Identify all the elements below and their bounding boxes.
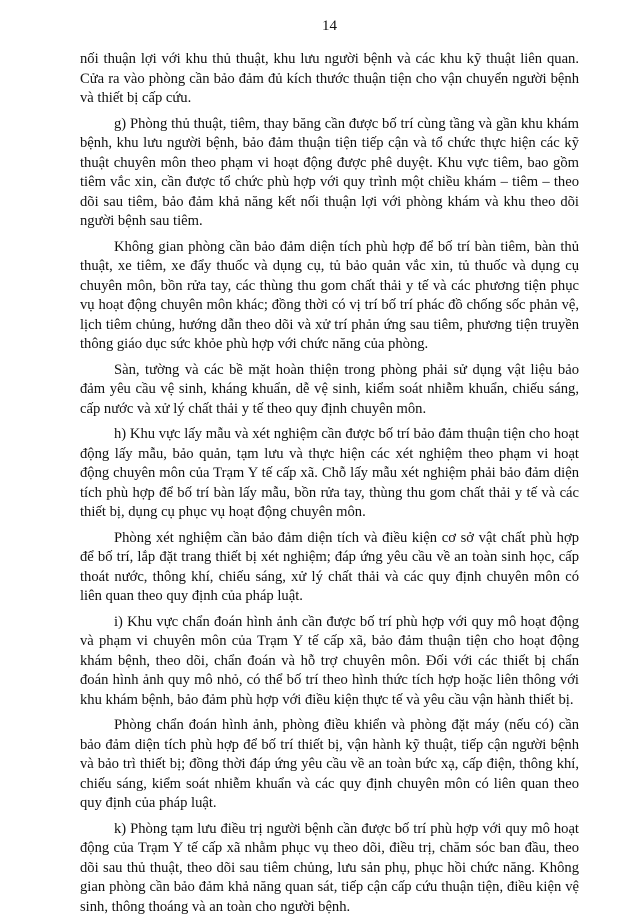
- paragraph-h-sampling-area: h) Khu vực lấy mẫu và xét nghiệm cần được bố trí bảo đảm thuận tiện cho hoạt động lấy mẫu, bảo quản, tạm lưu và thực hiện các xét nghiệm theo phạm vi hoạt động chuyên môn của Trạm Y tế cấp xã. Chỗ lấy mẫu xét nghiệm phải bảo đảm diện tích phù hợp để bố trí bàn lấy mẫu, bồn rửa tay, thùng thu gom chất thải y tế và các thiết bị, dụng cụ phục vụ hoạt động chuyên môn.: [80, 425, 579, 523]
- paragraph-imaging-rooms: Phòng chẩn đoán hình ảnh, phòng điều khiển và phòng đặt máy (nếu có) cần bảo đảm diện tích phù hợp để bố trí thiết bị, vận hành kỹ thuật, tiếp cận người bệnh và bảo trì thiết bị; đồng thời đáp ứng yêu cầu về an toàn bức xạ, cấp điện, thông khí, chiếu sáng, kiểm soát nhiễm khuẩn và các quy định chuyên môn có liên quan theo quy định của pháp luật.: [80, 716, 579, 814]
- page-number: 14: [80, 16, 579, 36]
- paragraph-continuation: nối thuận lợi với khu thủ thuật, khu lưu người bệnh và các khu kỹ thuật liên quan. Cửa ra vào phòng cần bảo đảm đủ kích thước thuận tiện cho vận chuyển người bệnh và thiết bị cấp cứu.: [80, 50, 579, 109]
- paragraph-i-imaging-area: i) Khu vực chẩn đoán hình ảnh cần được bố trí phù hợp với quy mô hoạt động và phạm vi chuyên môn của Trạm Y tế cấp xã, bảo đảm thuận tiện cho hoạt động khám bệnh, theo dõi, chẩn đoán và hỗ trợ chuyên môn. Đối với các thiết bị chẩn đoán hình ảnh quy mô nhỏ, có thể bố trí theo hình thức tích hợp hoặc liên thông với khu khám bệnh, bảo đảm phù hợp với điều kiện thực tế và yêu cầu vận hành thiết bị.: [80, 613, 579, 711]
- paragraph-surfaces: Sàn, tường và các bề mặt hoàn thiện trong phòng phải sử dụng vật liệu bảo đảm yêu cầu vệ sinh, kháng khuẩn, dễ vệ sinh, kiểm soát nhiễm khuẩn, chiếu sáng, cấp nước và xử lý chất thải y tế theo quy định chuyên môn.: [80, 361, 579, 420]
- paragraph-room-space: Không gian phòng cần bảo đảm diện tích phù hợp để bố trí bàn tiêm, bàn thủ thuật, xe tiêm, xe đẩy thuốc và dụng cụ, tủ bảo quản vắc xin, tủ thuốc và dụng cụ chuyên môn, bồn rửa tay, các thùng thu gom chất thải y tế và các phương tiện phục vụ hoạt động chuyên môn khác; đồng thời có vị trí bố trí phác đồ chống sốc phản vệ, lịch tiêm chủng, hướng dẫn theo dõi và xử trí phản ứng sau tiêm, phương tiện truyền thông giáo dục sức khỏe phù hợp với chức năng của phòng.: [80, 238, 579, 355]
- paragraph-k-observation-room: k) Phòng tạm lưu điều trị người bệnh cần được bố trí phù hợp với quy mô hoạt động của Trạm Y tế cấp xã nhằm phục vụ theo dõi, điều trị, chăm sóc ban đầu, theo dõi sau thủ thuật, theo dõi sau tiêm chủng, lưu sản phụ, phục hồi chức năng. Không gian phòng cần bảo đảm khả năng quan sát, tiếp cận cấp cứu thuận tiện, điều kiện vệ sinh, thông thoáng và an toàn cho người bệnh.: [80, 820, 579, 917]
- paragraph-g-procedure-room: g) Phòng thủ thuật, tiêm, thay băng cần được bố trí cùng tầng và gần khu khám bệnh, khu lưu người bệnh, bảo đảm thuận tiện tiếp cận và tổ chức thực hiện các kỹ thuật chuyên môn theo phạm vi hoạt động được phê duyệt. Khu vực tiêm, bao gồm tiêm vắc xin, cần được tổ chức phù hợp với quy trình một chiều khám – tiêm – theo dõi sau tiêm, bảo đảm khả năng kết nối thuận lợi với phòng khám và khu theo dõi người bệnh sau tiêm.: [80, 115, 579, 232]
- paragraph-lab-room: Phòng xét nghiệm cần bảo đảm diện tích và điều kiện cơ sở vật chất phù hợp để bố trí, lắp đặt trang thiết bị xét nghiệm; đáp ứng yêu cầu về an toàn sinh học, cấp thoát nước, thông khí, chiếu sáng, xử lý chất thải và các quy định chuyên môn có liên quan theo quy định của pháp luật.: [80, 529, 579, 607]
